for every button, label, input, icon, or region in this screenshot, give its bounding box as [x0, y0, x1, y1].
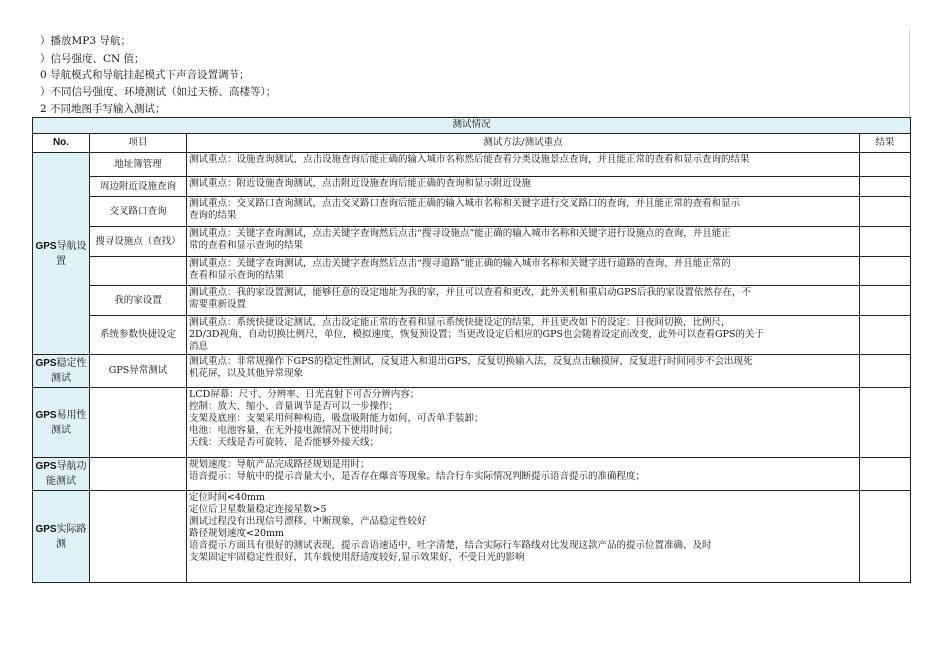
result-cell: [860, 227, 911, 257]
item-cell: [90, 257, 187, 286]
method-line: 支架固定牢固稳定性很好，其车载使用舒适度较好,显示效果好，不受日光的影响: [189, 552, 525, 563]
category-prefix: GPS: [35, 523, 57, 535]
method-line: 天线：天线是否可旋转，是否能够外接天线；: [189, 437, 380, 448]
category-cell: [33, 153, 90, 355]
header-method: 测试方法/测试重点: [187, 134, 860, 153]
item-cell: [90, 491, 187, 583]
category-label: 易用性测试: [51, 409, 87, 436]
method-line: 测试过程没有出现信号漂移、中断现象，产品稳定性较好: [189, 516, 427, 527]
method-cell: [187, 227, 860, 257]
header-no: No.: [33, 134, 90, 153]
method-line: 电池：电池容量，在无外接电源情况下使用时间；: [189, 425, 399, 436]
item-cell: 搜寻设施点（查找）: [90, 227, 187, 257]
table-row: [33, 257, 911, 286]
method-cell: [187, 491, 860, 583]
preface-line: ）信号强度、CN 值；: [40, 53, 145, 65]
method-line: 定位时间<40mm: [189, 492, 266, 503]
table-row: [33, 355, 911, 388]
category-prefix: GPS: [35, 358, 57, 369]
method-cell: [187, 316, 860, 355]
item-cell: 地址簿管理: [90, 153, 187, 177]
method-line: 消息: [189, 341, 209, 352]
category-prefix: GPS: [35, 240, 57, 252]
table-row: [33, 458, 911, 491]
preface-line: ）不同信号强度、环境测试（如过天桥、高楼等）；: [40, 86, 277, 98]
method-line: 语音提示方面具有很好的测试表现，提示音语速适中，吐字清楚，结合实际行车路线对比发现这款产品的提示位置准确、及时: [189, 540, 712, 551]
test-table: [32, 117, 911, 583]
method-line: 语音提示：导航中的提示音量大小，是否存在爆音等现象。结合行车实际情况判断提示语音提示的准确程度；: [189, 471, 646, 482]
method-line: 查询的结果: [189, 210, 237, 221]
method-line: 测试重点：附近设施查询测试，点击附近设施查询后能正确的查询和显示附近设施: [189, 178, 532, 189]
preface-line: ）播放MP3 导航；: [40, 35, 131, 47]
method-cell: [187, 286, 860, 316]
category-cell: [33, 355, 90, 388]
result-cell: [860, 177, 911, 197]
item-cell: [90, 388, 187, 458]
method-line: 常的查看和显示查询的结果: [189, 240, 304, 251]
category-cell: [33, 458, 90, 491]
method-line: 规划速度：导航产品完成路径规划是用时；: [189, 459, 370, 470]
result-cell: [860, 286, 911, 316]
table-title: 测试情况: [33, 118, 911, 134]
header-item: 项目: [90, 134, 187, 153]
method-line: 测试重点：系统快捷设定测试，点击设定能正常的查看和显示系统快捷设定的结果，并且更改如下的设定：日夜间切换，比例尺，: [189, 317, 731, 328]
result-cell: [860, 388, 911, 458]
item-cell: GPS异常测试: [90, 355, 187, 388]
method-line: 测试重点：关键字查询测试，点击关键字查询然后点击“搜寻道路”能正确的输入城市名称和关键字进行道路的查询，并且能正常的: [189, 258, 731, 269]
category-label: 导航功能测试: [46, 461, 87, 487]
method-cell: [187, 177, 860, 197]
result-cell: [860, 355, 911, 388]
table-row: [33, 153, 911, 177]
result-cell: [860, 458, 911, 491]
method-line: 测试重点：非常规操作下GPS的稳定性测试，反复进入和退出GPS，反复切换输入法，反复点击触摸屏，反复进行时间同步不会出现死: [189, 356, 753, 367]
method-cell: [187, 197, 860, 227]
item-cell: [90, 458, 187, 491]
table-row: [33, 316, 911, 355]
table-row: [33, 388, 911, 458]
method-line: 需要重新设置: [189, 299, 247, 310]
result-cell: [860, 197, 911, 227]
category-label: 导航设置: [56, 240, 87, 267]
method-line: 2D/3D视角，自动切换比例尺，单位，模拟速度，恢复预设置；当更改设定后相应的GPS也会随着设定而改变，此外可以查看GPS的关于: [189, 329, 765, 340]
method-cell: [187, 388, 860, 458]
table-row: [33, 177, 911, 197]
table-row: [33, 491, 911, 583]
category-prefix: GPS: [35, 409, 57, 421]
preface-line: 0 导航模式和导航挂起模式下声音设置调节；: [40, 69, 250, 81]
page-margin-rule: [909, 30, 910, 120]
table-row: [33, 286, 911, 316]
category-label: 稳定性测试: [51, 358, 87, 384]
method-cell: [187, 458, 860, 491]
method-cell: [187, 153, 860, 177]
category-label: 实际路测: [56, 523, 87, 550]
item-cell: 我的家设置: [90, 286, 187, 316]
method-line: 支架及底座：支架采用何种构造，吸盘吸附能力如何，可否单手装卸；: [189, 413, 484, 424]
category-cell: [33, 388, 90, 458]
item-cell: 交叉路口查询: [90, 197, 187, 227]
method-line: 机花屏，以及其他异常现象: [189, 368, 304, 379]
method-line: 控制：放大、缩小、音量调节是否可以一步操作；: [189, 401, 399, 412]
method-line: 测试重点：设施查询测试，点击设施查询后能正确的输入城市名称然后能查看分类设施景点查询，并且能正常的查看和显示查询的结果: [189, 154, 750, 165]
header-result: 结果: [860, 134, 911, 153]
method-line: 测试重点：关键字查询测试，点击关键字查询然后点击“搜寻设施点”能正确的输入城市名称和关键字进行设施点的查询，并且能正: [189, 228, 731, 239]
method-line: 路径规划速度<20mm: [189, 528, 285, 539]
result-cell: [860, 316, 911, 355]
method-line: 定位后卫星数量稳定连接星数>5: [189, 504, 327, 515]
category-prefix: GPS: [35, 461, 57, 472]
result-cell: [860, 491, 911, 583]
item-cell: 周边附近设施查询: [90, 177, 187, 197]
category-cell: [33, 491, 90, 583]
result-cell: [860, 257, 911, 286]
preface-line: 2 不同地图手写输入测试；: [40, 103, 166, 115]
method-cell: [187, 257, 860, 286]
table-row: [33, 227, 911, 257]
method-line: 测试重点：我的家设置测试，能够任意的设定地址为我的家，并且可以查看和更改，此外关机和重启动GPS后我的家设置依然存在，不: [189, 287, 751, 298]
item-cell: 系统参数快捷设定: [90, 316, 187, 355]
method-line: 测试重点：交叉路口查询测试，点击交叉路口查询后能正确的输入城市名称和关键字进行交叉路口的查询，并且能正常的查看和显示: [189, 198, 741, 209]
method-cell: [187, 355, 860, 388]
method-line: LCD屏幕：尺寸、分辨率、日光直射下可否分辨内容；: [189, 389, 420, 400]
method-line: 查看和显示查询的结果: [189, 270, 285, 281]
table-row: [33, 197, 911, 227]
result-cell: [860, 153, 911, 177]
